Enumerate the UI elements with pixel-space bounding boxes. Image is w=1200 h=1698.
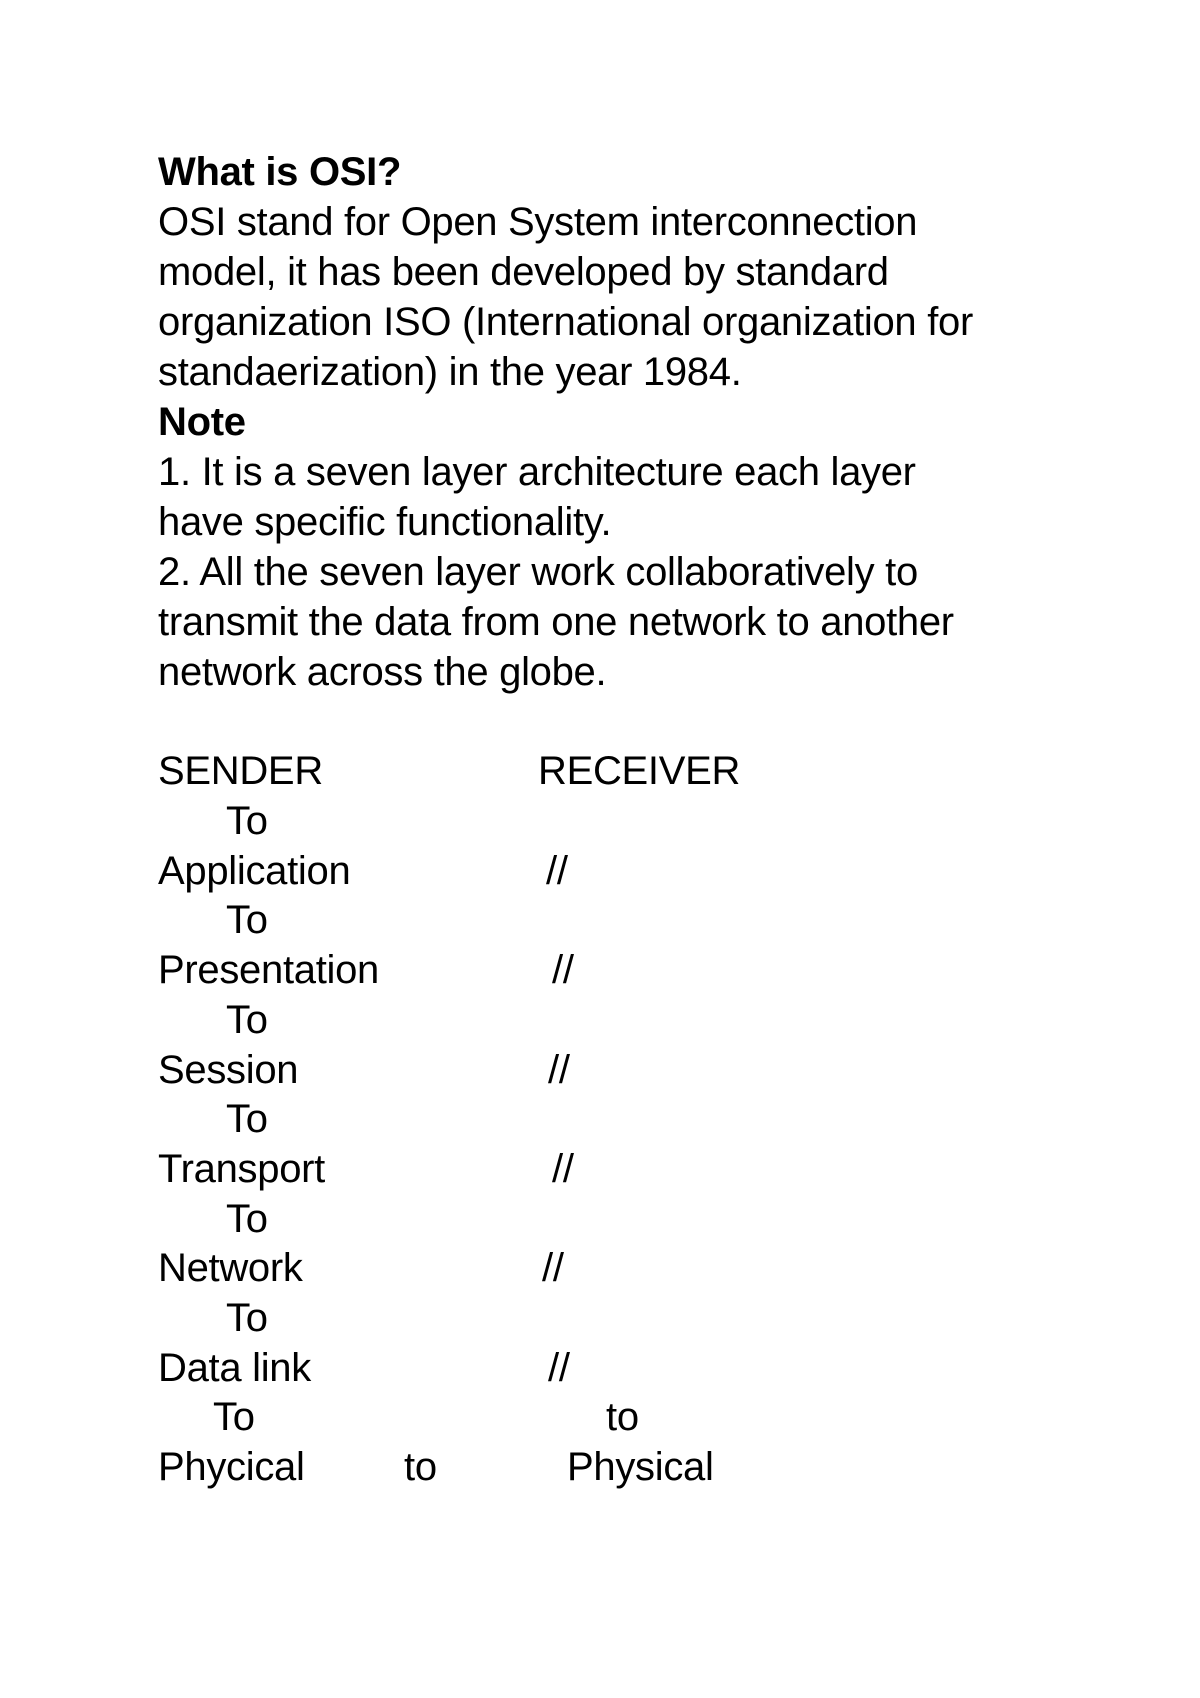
layer-physical-receiver: Physical	[567, 1445, 714, 1489]
to-connector: To	[226, 799, 268, 843]
to-connector: To	[213, 1395, 255, 1439]
ditto-mark: //	[552, 1147, 574, 1191]
ditto-mark: //	[542, 1246, 564, 1290]
layer-presentation: Presentation	[158, 948, 379, 992]
sender-label: SENDER	[158, 749, 323, 793]
page-title: What is OSI?	[158, 150, 402, 194]
intro-line-1: OSI stand for Open System interconnection	[158, 200, 918, 244]
intro-line-4: standaerization) in the year 1984.	[158, 350, 742, 394]
layer-session: Session	[158, 1048, 299, 1092]
to-link: to	[404, 1445, 437, 1489]
to-connector-receiver: to	[606, 1395, 639, 1439]
receiver-label: RECEIVER	[538, 749, 741, 793]
note-heading: Note	[158, 400, 246, 444]
layer-network: Network	[158, 1246, 303, 1290]
to-connector: To	[226, 898, 268, 942]
ditto-mark: //	[552, 948, 574, 992]
note-line-1: 1. It is a seven layer architecture each layer	[158, 450, 916, 494]
layer-data-link: Data link	[158, 1346, 311, 1390]
intro-line-3: organization ISO (International organization for	[158, 300, 973, 344]
to-connector: To	[226, 998, 268, 1042]
ditto-mark: //	[548, 1048, 570, 1092]
ditto-mark: //	[546, 849, 568, 893]
layer-application: Application	[158, 849, 351, 893]
ditto-mark: //	[548, 1346, 570, 1390]
note-line-3: 2. All the seven layer work collaboratively to	[158, 550, 918, 594]
to-connector: To	[226, 1296, 268, 1340]
to-connector: To	[226, 1197, 268, 1241]
layer-physical: Phycical	[158, 1445, 305, 1489]
note-line-5: network across the globe.	[158, 650, 607, 694]
note-line-2: have specific functionality.	[158, 500, 612, 544]
note-line-4: transmit the data from one network to another	[158, 600, 954, 644]
to-connector: To	[226, 1097, 268, 1141]
layer-transport: Transport	[158, 1147, 325, 1191]
intro-line-2: model, it has been developed by standard	[158, 250, 889, 294]
